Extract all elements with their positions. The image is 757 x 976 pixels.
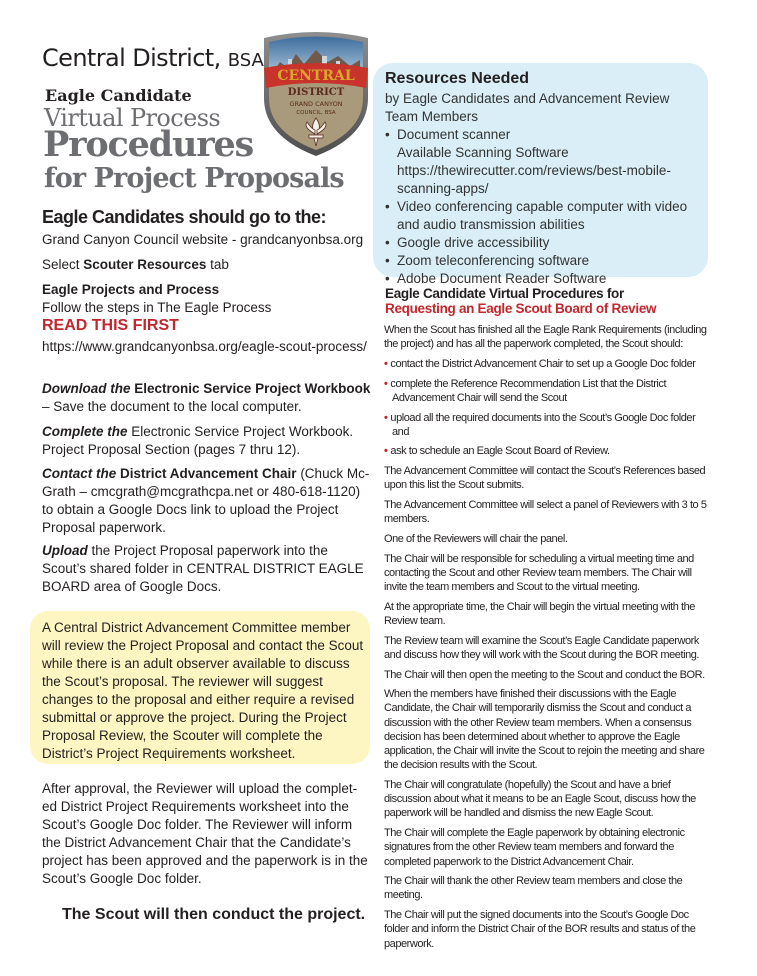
- download-step: Download the Electronic Service Project Workbook – Save the document to the local computer.: [42, 381, 371, 414]
- goto-heading: Eagle Candidates should go to the:: [42, 207, 327, 227]
- list-item: • Video conferencing capable computer with video and audio transmission abilities: [385, 198, 705, 234]
- board-of-review-procedure: [384, 323, 714, 956]
- board-of-review-subheading: Requesting an Eagle Scout Board of Review: [385, 301, 657, 316]
- advancement-chair-name: District Advancement Chair: [116, 466, 297, 481]
- list-item: • upload all the required documents into the Scout’s Google Doc folder and: [384, 411, 696, 438]
- after-approval-text: After approval, the Reviewer will upload the complet-ed District Project Requirements worksheet into the Scout’s Google Doc folder. The Reviewer will inform the District Advancement Chair that the Candidate’s project has been approved and the paperwork is in the Scout’s Google Doc folder.: [42, 781, 368, 886]
- resources-subtitle: by Eagle Candidates and Advancement Review Team Members: [385, 91, 670, 124]
- list-item: • Document scanner Available Scanning Software https://thewirecutter.com/reviews/best-mobile-scanning-apps/: [385, 126, 705, 198]
- list-item: • Zoom teleconferencing software: [385, 252, 705, 270]
- closing-statement: The Scout will then conduct the project.: [62, 906, 366, 923]
- list-item: • complete the Reference Recommendation List that the District Advancement Chair will send the Scout: [384, 377, 667, 404]
- follow-steps-text: Follow the steps in The Eagle Process: [42, 300, 272, 315]
- procedure-paragraph: The Chair will put the signed documents into the Scout’s Google Doc folder and inform the District Chair of the BOR results and status of the paperwork.: [384, 909, 696, 950]
- project-proposals-heading: for Project Proposals: [44, 163, 344, 194]
- resources-heading: Resources Needed: [385, 70, 530, 87]
- procedure-paragraph: The Chair will complete the Eagle paperwork by obtaining electronic signatures from the other Review team members and forward the completed paperwork to the District Advancement Chair.: [384, 827, 685, 868]
- virtual-procedures-heading: Eagle Candidate Virtual Procedures for: [385, 286, 624, 301]
- contact-step: Contact the District Advancement Chair (Chuck Mc-Grath – cmcgrath@mcgrathcpa.net or 480-618-1120) to obtain a Google Docs link to upload the Project Proposal paperwork.: [42, 466, 370, 535]
- procedures-heading: Procedures: [43, 124, 254, 165]
- procedure-intro: When the Scout has finished all the Eagle Rank Requirements (including the project) and has all the paperwork completed, the Scout should:: [384, 324, 707, 351]
- committee-review-text: A Central District Advancement Committee member will review the Project Proposal and contact the Scout while there is an adult observer available to discuss the Scout’s proposal. The reviewer will suggest changes to the proposal and either require a revised submittal or approve the project. During the Project Proposal Review, the Scouter will complete the District’s Project Requirements worksheet.: [42, 620, 364, 761]
- badge-line-central: CENTRAL: [277, 68, 355, 84]
- procedure-paragraph: At the appropriate time, the Chair will begin the virtual meeting with the Review team.: [384, 600, 695, 627]
- procedure-paragraph: The Chair will thank the other Review team members and close the meeting.: [384, 875, 683, 902]
- virtual-process-heading: Virtual Process: [44, 104, 221, 132]
- procedure-paragraph: The Chair will be responsible for scheduling a virtual meeting time and contacting the Scout and other Review team members. The Chair will invite the team members and Scout to the virtual meeting.: [384, 552, 694, 594]
- badge-line-bsa: COUNCIL, BSA: [296, 110, 336, 116]
- list-item: • ask to schedule an Eagle Scout Board of Review.: [384, 445, 610, 458]
- list-item: • contact the District Advancement Chair to set up a Google Doc folder: [384, 357, 696, 370]
- procedure-paragraph: The Advancement Committee will select a panel of Reviewers with 3 to 5 members.: [384, 499, 707, 526]
- list-item: • Adobe Document Reader Software: [385, 270, 705, 288]
- eagle-projects-heading: Eagle Projects and Process: [42, 282, 220, 297]
- resources-list: [385, 126, 705, 288]
- list-item: • Google drive accessibility: [385, 234, 705, 252]
- council-website-text: Grand Canyon Council website - grandcanyonbsa.org: [42, 232, 364, 247]
- badge-line-district: DISTRICT: [287, 87, 345, 98]
- eagle-process-url[interactable]: https://www.grandcanyonbsa.org/eagle-scout-process/: [42, 339, 367, 354]
- scanning-software-link[interactable]: Available Scanning Software https://thewirecutter.com/reviews/best-mobile-scanning-apps/: [397, 145, 671, 196]
- district-name: Central District,: [42, 44, 221, 72]
- procedure-paragraph: The Review team will examine the Scout’s Eagle Candidate paperwork and discuss how they will work with the Scout during the BOR meeting.: [384, 634, 700, 661]
- scouter-resources-tab-label: Scouter Resources: [83, 257, 207, 272]
- bsa-label: BSA: [227, 50, 264, 71]
- eagle-candidate-label: Eagle Candidate: [45, 86, 192, 105]
- procedure-paragraph: The Chair will congratulate (hopefully) the Scout and have a brief discussion about what it means to be an Eagle Scout, discuss how the paperwork will be handled and dismiss the new Eagle Scout.: [384, 778, 696, 820]
- procedure-paragraph: The Advancement Committee will contact the Scout’s References based upon this list the Scout submits.: [384, 465, 706, 492]
- read-this-first-heading: READ THIS FIRST: [42, 317, 179, 334]
- district-title: [42, 44, 264, 72]
- central-district-badge-logo: [258, 28, 374, 158]
- procedure-paragraph: When the members have finished their discussions with the Eagle Candidate, the Chair will temporarily dismiss the Scout and conduct a discussion with the other Review team members. When a consensus decision has been determined about whether to approve the Eagle application, the Chair will invite the Scout to rejoin the meeting and share the decision results with the Scout.: [384, 688, 705, 772]
- workbook-name: Electronic Service Project Workbook: [130, 381, 371, 396]
- upload-step: Upload the Project Proposal paperwork into the Scout’s shared folder in CENTRAL DISTRICT EAGLE BOARD area of Google Docs.: [42, 543, 364, 594]
- badge-line-council: GRAND CANYON: [289, 100, 343, 108]
- select-scouter-resources: Select Scouter Resources tab: [42, 257, 229, 272]
- procedure-paragraph: One of the Reviewers will chair the panel.: [384, 532, 568, 545]
- procedure-paragraph: The Chair will then open the meeting to the Scout and conduct the BOR.: [384, 668, 705, 681]
- complete-step: Complete the Electronic Service Project Workbook. Project Proposal Section (pages 7 thru 12).: [42, 424, 354, 457]
